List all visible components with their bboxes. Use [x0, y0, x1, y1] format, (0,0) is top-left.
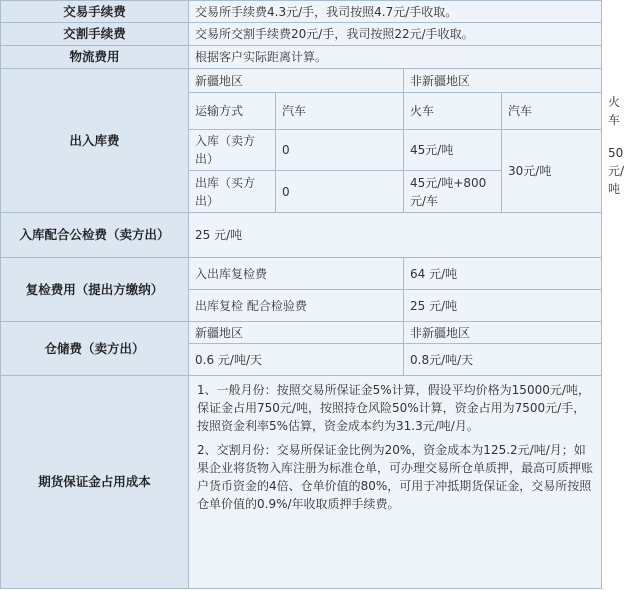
row-exchange-fee	[1, 1, 602, 23]
margin-paragraph-1: 1、一般月份：按照交易所保证金5%计算，假设平均价格为15000元/吨，保证金占用750元/吨，按照持仓风险50%计算，资金占用为7500元/手，按照资金利率5%估算，资金成本约为31.3元/吨/月。	[197, 383, 590, 433]
row-inout-transport: 运输方式 汽车 火车 汽车 火车	[1, 93, 602, 130]
transport-train: 火车	[404, 93, 502, 130]
inout-region-non-xinjiang: 非新疆地区	[404, 69, 602, 93]
transport-label: 运输方式	[189, 93, 276, 130]
inspection-value: 25 元/吨	[189, 213, 602, 258]
transport-car-2: 汽车	[502, 93, 602, 130]
storage-xinjiang-value: 0.6 元/吨/天	[189, 344, 404, 376]
recheck-item1-value: 64 元/吨	[404, 258, 602, 290]
row-delivery-fee	[1, 23, 602, 46]
margin-label: 期货保证金占用成本	[1, 376, 189, 589]
row-margin	[1, 376, 602, 589]
margin-paragraph-2: 2、交割月份：交易所保证金比例为20%，资金成本为125.2元/吨/月；如果企业将货物入库注册为标准仓单，可办理交易所仓单质押，最高可质押账户货币资金的4倍、仓单价值的80%，可用于冲抵期货保证金，交易所按照仓单价值的0.9%/年收取质押手续费。	[197, 443, 594, 511]
delivery-fee-value: 交易所交割手续费20元/手，我司按照22元/手收取。	[189, 23, 602, 46]
recheck-item2-label: 出库复检 配合检验费	[189, 290, 404, 322]
storage-region-xinjiang: 新疆地区	[189, 322, 404, 344]
storage-region-non-xinjiang: 非新疆地区	[404, 322, 602, 344]
outbound-label: 出库（买方出）	[189, 171, 276, 213]
recheck-label: 复检费用（提出方缴纳）	[1, 258, 189, 322]
exchange-fee-value: 交易所手续费4.3元/手，我司按照4.7元/手收取。	[189, 1, 602, 23]
row-inspection	[1, 213, 602, 258]
logistics-fee-label: 物流费用	[1, 46, 189, 69]
non-xinjiang-car: 30元/吨	[502, 130, 602, 213]
outbound-train: 45元/吨+800元/车	[404, 171, 502, 213]
row-logistics-fee	[1, 46, 602, 69]
inbound-train: 45元/吨	[404, 130, 502, 171]
logistics-fee-value: 根据客户实际距离计算。	[189, 46, 602, 69]
outbound-car: 0	[276, 171, 404, 213]
recheck-item1-label: 入出库复检费	[189, 258, 404, 290]
inout-label: 出入库费	[1, 69, 189, 213]
delivery-fee-label: 交割手续费	[1, 23, 189, 46]
inspection-label: 入库配合公检费（卖方出）	[1, 213, 189, 258]
transport-car: 汽车	[276, 93, 404, 130]
inout-region-xinjiang: 新疆地区	[189, 69, 404, 93]
inbound-car: 0	[276, 130, 404, 171]
margin-content	[189, 376, 602, 589]
row-inbound: 入库（卖方出） 0 45元/吨 30元/吨 50元/吨	[1, 130, 602, 171]
row-inout-regions	[1, 69, 602, 93]
inbound-label: 入库（卖方出）	[189, 130, 276, 171]
storage-non-xinjiang-value: 0.8元/吨/天	[404, 344, 602, 376]
storage-label: 仓储费（卖方出）	[1, 322, 189, 376]
row-storage-regions	[1, 322, 602, 344]
row-recheck-1	[1, 258, 602, 290]
exchange-fee-label: 交易手续费	[1, 1, 189, 23]
recheck-item2-value: 25 元/吨	[404, 290, 602, 322]
